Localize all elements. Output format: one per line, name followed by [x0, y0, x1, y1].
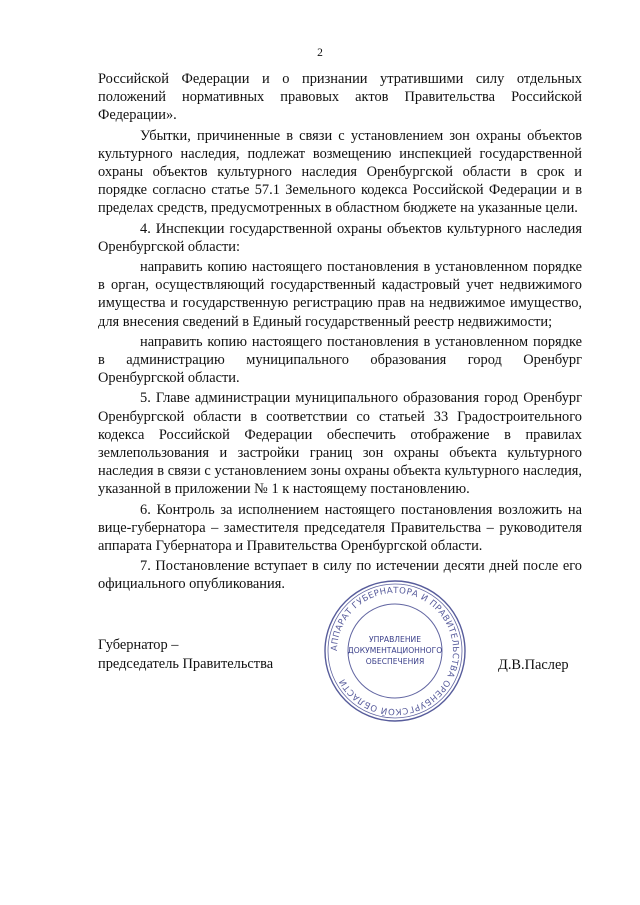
paragraph-item-4: 4. Инспекции государственной охраны объектов культурного наследия Оренбургской области:: [98, 220, 582, 255]
signatory-name: Д.В.Паслер: [498, 657, 569, 673]
page-number: 2: [317, 47, 323, 59]
paragraph-damages: Убытки, причиненные в связи с установлением зон охраны объектов культурного наследия, подлежат возмещению инспекцией государственной охраны объектов культурного наследия Оренбургской области в срок и порядке согласно статье 57.1 Земельного кодекса Российской Федерации и в пределах средств, предусмотренных в областном бюджете на указанные цели.: [98, 127, 582, 217]
paragraph-item-6: 6. Контроль за исполнением настоящего постановления возложить на вице-губернатора – заместителя председателя Правительства – руководителя аппарата Губернатора и Правительства Оренбургской области.: [98, 501, 582, 555]
paragraph-continuation: Российской Федерации и о признании утратившими силу отдельных положений нормативных правовых актов Правительства Российской Федерации».: [98, 71, 582, 124]
stamp-center-line-3: ОБЕСПЕЧЕНИЯ: [365, 657, 425, 666]
official-stamp-seal: [322, 578, 468, 724]
stamp-center-line-1: УПРАВЛЕНИЕ: [368, 635, 422, 644]
paragraph-item-5: 5. Главе администрации муниципального образования город Оренбург Оренбургской области в соответствии со статьей 33 Градостроительного кодекса Российской Федерации обеспечить отображение в правилах землепользования и застройки границ зон охраны объекта культурного наследия в связи с установлением зоны охраны объекта культурного наследия, указанной в приложении № 1 к настоящему постановлению.: [98, 390, 582, 498]
stamp-ring-text: АППАРАТ ГУБЕРНАТОРА И ПРАВИТЕЛЬСТВА ОРЕНБУРГСКОЙ ОБЛАСТИ: [329, 585, 461, 717]
signatory-role-line-1: Губернатор –: [98, 637, 179, 653]
paragraph-item-4-sub-2: направить копию настоящего постановления в установленном порядке в администрацию муниципального образования город Оренбург Оренбургской области.: [98, 333, 582, 387]
signatory-role: [98, 636, 273, 674]
document-body: [98, 70, 582, 596]
paragraph-item-4-sub-1: направить копию настоящего постановления в установленном порядке в орган, осуществляющий государственный кадастровый учет недвижимого имущества и государственную регистрацию прав на недвижимое имущество, для внесения сведений в Единый государственный реестр недвижимости;: [98, 259, 582, 330]
signatory-role-line-2: председатель Правительства: [98, 656, 274, 672]
paragraph-item-7: 7. Постановление вступает в силу по истечении десяти дней после его официального опубликования.: [98, 558, 582, 593]
stamp-center-line-2: ДОКУМЕНТАЦИОННОГО: [347, 646, 443, 655]
